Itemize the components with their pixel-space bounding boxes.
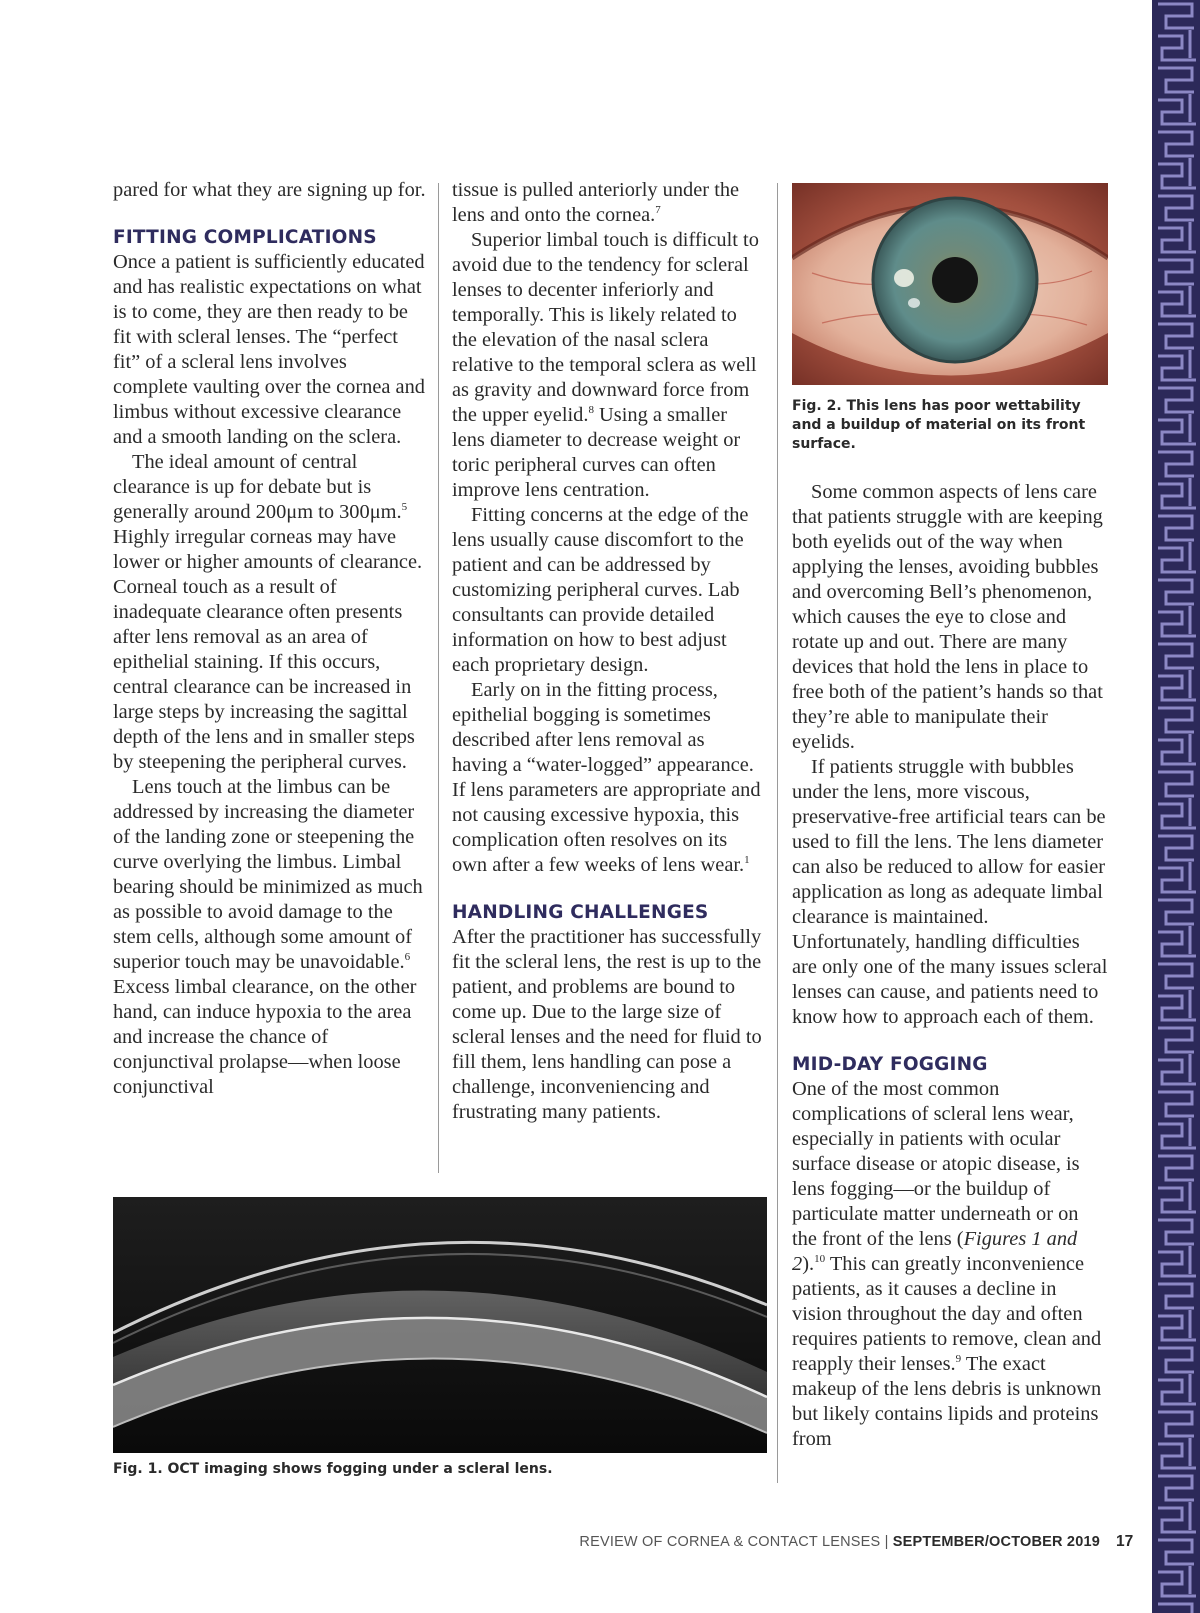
paragraph: Some common aspects of lens care that patients struggle with are keeping both eyelids out of the way when applying the lenses, avoiding bubbles and overcoming Bell’s phenomenon, which causes the eye to close and rotate up and out. There are many devices that hold the lens in place to free both of the patient’s hands so that they’re able to manipulate their eyelids. bbox=[792, 481, 1103, 753]
fig2-caption: Fig. 2. This lens has poor wettability and a buildup of material on its front surface. bbox=[792, 398, 1086, 452]
paragraph: One of the most common complications of scleral lens wear, especially in patients with ocular surface disease or atopic disease, is lens fogging—or the buildup of particulate matter underneath or on the front of the lens (Figures 1 and 2).$^{10}$ This can greatly inconvenience patients, as it causes a decline in vision throughout the day and often requires patients to remove, clean and reapply their lenses.$^9$ The exact makeup of the lens debris is unknown but likely contains lipids and proteins from bbox=[792, 1078, 1102, 1450]
column-2 bbox=[452, 178, 764, 1125]
fig2-eye-photo bbox=[792, 183, 1108, 385]
paragraph: Early on in the fitting process, epithelial bogging is sometimes described after lens removal as having a “water-logged” appearance. If lens parameters are appropriate and not causing excessive hypoxia, this complication often resolves on its own after a few weeks of lens wear.$^1$ bbox=[452, 679, 761, 876]
fig1-caption: Fig. 1. OCT imaging shows fogging under a scleral lens. bbox=[113, 1461, 553, 1477]
paragraph: tissue is pulled anteriorly under the lens and onto the cornea.$^7$ bbox=[452, 179, 740, 226]
paragraph: Lens touch at the limbus can be addressed by increasing the diameter of the landing zone or steepening the curve overlying the limbus. Limbal bearing should be minimized as much as possible to avoid damage to the stem cells, although some amount of superior touch may be unavoidable.$^6$ Excess limbal clearance, on the other hand, can induce hypoxia to the area and increase the chance of conjunctival prolapse—when loose conjunctival bbox=[113, 776, 423, 1098]
column-1 bbox=[113, 178, 426, 1100]
paragraph: pared for what they are signing up for. bbox=[113, 179, 426, 201]
column-divider bbox=[777, 183, 778, 1483]
fig1-oct-image bbox=[113, 1197, 767, 1453]
paragraph: Superior limbal touch is difficult to avoid due to the tendency for scleral lenses to decenter inferiorly and temporally. This is likely related to the elevation of the nasal sclera relative to the temporal sclera as well as gravity and downward force from the upper eyelid.$^8$ Using a smaller lens diameter to decrease weight or toric peripheral curves can often improve lens centration. bbox=[452, 229, 759, 501]
paragraph: After the practitioner has successfully fit the scleral lens, the rest is up to the patient, and problems are bound to come up. Due to the large size of scleral lenses and the need for fluid to fill them, lens handling can pose a challenge, inconveniencing and frustrating many patients. bbox=[452, 926, 762, 1123]
maze-pattern bbox=[1152, 0, 1200, 1613]
page-footer bbox=[579, 1534, 1100, 1550]
paragraph: The ideal amount of central clearance is up for debate but is generally around 200μm to 300μm.$^5$ Highly irregular corneas may have lower or higher amounts of clearance. Corneal touch as a result of inadequate clearance often presents after lens removal as an area of epithelial staining. If this occurs, central clearance can be increased in large steps by increasing the sagittal depth of the lens and in smaller steps by steepening the peripheral curves. bbox=[113, 451, 423, 773]
section-heading-fitting: FITTING COMPLICATIONS bbox=[113, 227, 377, 248]
paragraph: Fitting concerns at the edge of the lens usually cause discomfort to the patient and can be addressed by customizing peripheral curves. Lab consultants can provide detailed information on how to best adjust each proprietary design. bbox=[452, 504, 749, 676]
section-heading-handling: HANDLING CHALLENGES bbox=[452, 902, 709, 923]
decorative-sidebar bbox=[1152, 0, 1200, 1613]
column-3 bbox=[792, 480, 1108, 1452]
paragraph: If patients struggle with bubbles under the lens, more viscous, preservative-free artificial tears can be used to fill the lens. The lens diameter can also be reduced to allow for easier application as long as adequate limbal clearance is maintained. Unfortunately, handling difficulties are only one of the many issues scleral lenses can cause, and patients need to know how to approach each of them. bbox=[792, 756, 1108, 1028]
issue-date: SEPTEMBER/OCTOBER 2019 bbox=[892, 1534, 1100, 1550]
column-divider bbox=[438, 183, 439, 1173]
journal-name: REVIEW OF CORNEA & CONTACT LENSES | bbox=[579, 1534, 893, 1550]
page-number: 17 bbox=[1116, 1533, 1134, 1550]
paragraph: Once a patient is sufficiently educated and has realistic expectations on what is to come, they are then ready to be fit with scleral lenses. The “perfect fit” of a scleral lens involves complete vaulting over the cornea and limbus without excessive clearance and a smooth landing on the sclera. bbox=[113, 251, 425, 448]
section-heading-fogging: MID-DAY FOGGING bbox=[792, 1054, 988, 1075]
